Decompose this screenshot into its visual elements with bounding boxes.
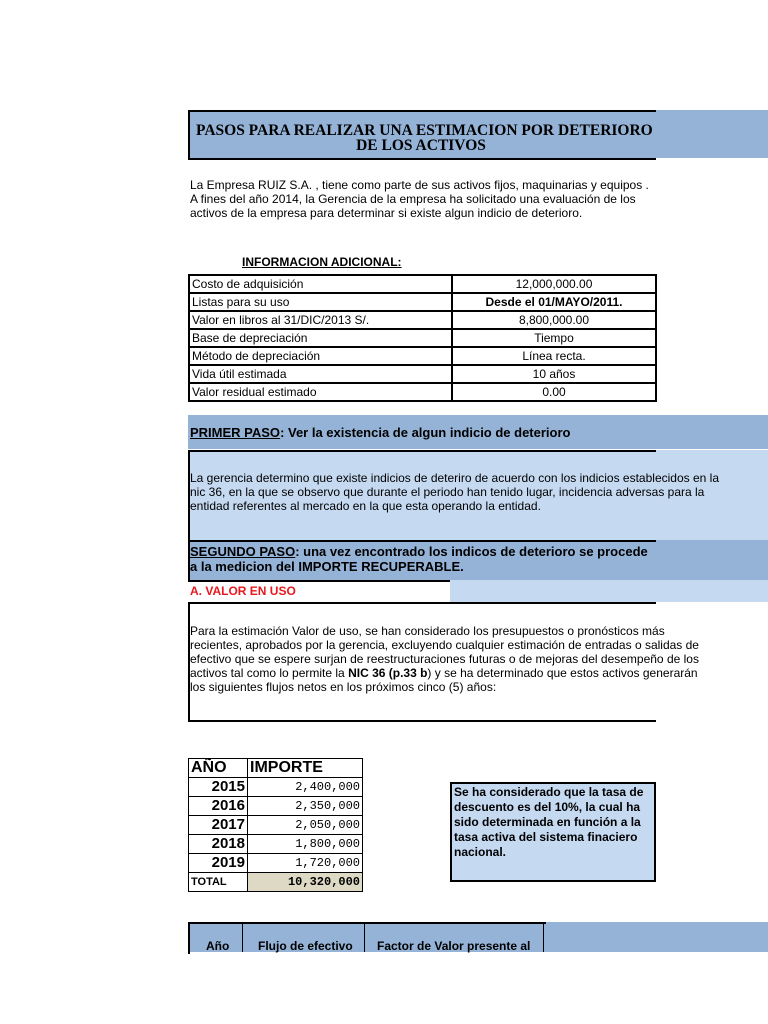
valor-uso-line: los siguientes flujos netos en los próximos cinco (5) años: [190, 680, 497, 694]
step1-line: nic 36, en la que se observo que durante el periodo han tenido lugar, incidencia adversas para la [190, 485, 705, 499]
valor-uso-line [190, 666, 698, 680]
col-flujo-header[interactable]: Flujo de efectivo [258, 939, 353, 953]
table-row [189, 835, 363, 854]
col-amount-header[interactable]: IMPORTE [248, 759, 363, 778]
table-row [189, 816, 363, 835]
info-label[interactable]: Base de depreciación [189, 329, 452, 347]
info-label[interactable]: Valor residual estimado [189, 383, 452, 401]
amount-cell[interactable]: 2,400,000 [248, 778, 363, 797]
cashflow-years-table [188, 758, 363, 892]
valor-uso-paragraph[interactable] [190, 624, 699, 694]
table-row [189, 311, 656, 329]
valor-uso-line: recientes, aprobados por la gerencia, excluyendo cualquier estimación de entradas o salidas de [190, 638, 699, 652]
info-label[interactable]: Costo de adquisición [189, 275, 452, 293]
info-table [188, 274, 657, 402]
table-total-row [189, 873, 363, 892]
info-value[interactable]: Línea recta. [452, 347, 656, 365]
info-value[interactable]: Desde el 01/MAYO/2011. [452, 293, 656, 311]
valor-uso-line-4-tail: ) y se ha determinado que estos activos generarán [427, 666, 698, 680]
spreadsheet [188, 110, 768, 953]
table-row [189, 797, 363, 816]
table-row [189, 383, 656, 401]
year-cell[interactable]: 2016 [189, 797, 248, 816]
year-cell[interactable]: 2018 [189, 835, 248, 854]
amount-cell[interactable]: 2,050,000 [248, 816, 363, 835]
step2-border [188, 540, 656, 582]
valor-uso-row [188, 580, 768, 602]
year-cell[interactable]: 2019 [189, 854, 248, 873]
table-row [189, 347, 656, 365]
table-row [189, 778, 363, 797]
amount-cell[interactable]: 2,350,000 [248, 797, 363, 816]
amount-cell[interactable]: 1,720,000 [248, 854, 363, 873]
step1-paragraph-border [188, 450, 719, 542]
col-year-header[interactable]: AÑO [189, 759, 248, 778]
step1-line: La gerencia determino que existe indicios de deteriro de acuerdo con los indicios establecidos en la [190, 471, 719, 485]
title-line-2-text: DE LOS ACTIVOS [356, 137, 486, 154]
info-label[interactable]: Valor en libros al 31/DIC/2013 S/. [189, 311, 452, 329]
info-value[interactable]: Tiempo [452, 329, 656, 347]
intro-paragraph[interactable]: La Empresa RUIZ S.A. , tiene como parte de sus activos fijos, maquinarias y equipos . A fines del año 2014, la Gerencia de la empresa ha solicitado una evaluación de los activos de la empresa para determinar si existe algun indicio de deterioro. [190, 178, 649, 220]
table-row [189, 275, 656, 293]
info-label[interactable]: Listas para su uso [189, 293, 452, 311]
table-row [189, 329, 656, 347]
step1-text: : Ver la existencia de algun indicio de deterioro [280, 425, 571, 440]
amount-cell[interactable]: 1,800,000 [248, 835, 363, 854]
year-cell[interactable]: 2015 [189, 778, 248, 797]
table-row [189, 365, 656, 383]
step1-line: entidad referentes al mercado en la que esta operando la entidad. [190, 499, 541, 513]
valor-uso-fill [450, 580, 768, 602]
present-value-header-border [188, 922, 546, 954]
table-row [189, 854, 363, 873]
valor-uso-line: Para la estimación Valor de uso, se han considerado los presupuestos o pronósticos más [190, 624, 665, 638]
discount-rate-note-text: Se ha considerado que la tasa de descuento es del 10%, la cual ha sido determinada en función a la tasa activa del sistema finaciero nacional. [454, 785, 644, 859]
info-value[interactable]: 0.00 [452, 383, 656, 401]
title-line-1: PASOS PARA REALIZAR UNA ESTIMACION POR DETERIORO [196, 122, 653, 139]
step2-text: : una vez encontrado los indicos de deterioro se procede a la medicion del IMPORTE RECUPERABLE. [190, 544, 648, 574]
nic-reference: NIC 36 (p.33 b [348, 666, 428, 680]
step1-label: PRIMER PASO [190, 425, 281, 440]
valor-uso-heading[interactable]: A. VALOR EN USO [190, 584, 296, 598]
table-row [189, 293, 656, 311]
info-label[interactable]: Método de depreciación [189, 347, 452, 365]
table-header-row [189, 759, 363, 778]
col-ano-header[interactable]: Año [206, 939, 230, 953]
discount-rate-note[interactable] [450, 782, 656, 882]
year-cell[interactable]: 2017 [189, 816, 248, 835]
valor-uso-line-4-start: activos tal como lo permite la [190, 666, 349, 680]
step1-band[interactable] [188, 415, 768, 449]
col-factor-header[interactable]: Factor de Valor presente al [377, 939, 531, 953]
info-value[interactable]: 10 años [452, 365, 656, 383]
step2-label: SEGUNDO PASO [190, 544, 296, 559]
info-value[interactable]: 12,000,000.00 [452, 275, 656, 293]
valor-uso-line: efectivo que se espere surjan de reestructuraciones futuras o de mejoras del desempeño de los [190, 652, 699, 666]
total-label[interactable]: TOTAL [189, 873, 248, 892]
info-value[interactable]: 8,800,000.00 [452, 311, 656, 329]
info-heading: INFORMACION ADICIONAL: [242, 255, 402, 269]
info-label[interactable]: Vida útil estimada [189, 365, 452, 383]
step1-heading [190, 425, 570, 440]
total-value[interactable]: 10,320,000 [248, 873, 363, 892]
title-line-2 [188, 137, 768, 155]
